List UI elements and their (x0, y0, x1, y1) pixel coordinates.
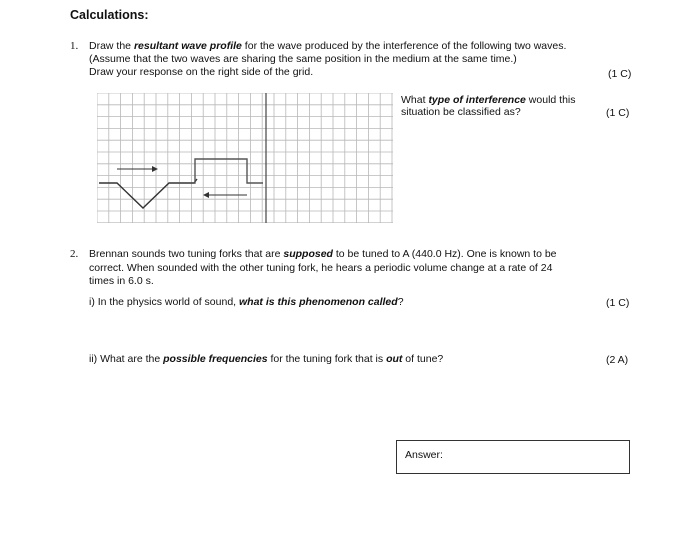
arrow-left-head (203, 192, 209, 198)
question-2-part-ii: ii) What are the possible frequencies for the tuning fork that is out of tune? (89, 353, 444, 365)
question-2-line-2: correct. When sounded with the other tuning fork, he hears a periodic volume change at a rate of 24 (89, 262, 553, 274)
calculations-heading: Calculations: (70, 8, 149, 22)
interference-question-line-2: situation be classified as? (401, 106, 521, 118)
wave-grid[interactable] (97, 93, 393, 223)
answer-box[interactable] (396, 440, 630, 474)
question-1-line-2: (Assume that the two waves are sharing the same position in the medium at the same time.) (89, 53, 517, 65)
question-2-part-i: i) In the physics world of sound, what is this phenomenon called? (89, 296, 404, 308)
question-2-line-3: times in 6.0 s. (89, 275, 154, 287)
question-2-number: 2. (70, 248, 79, 260)
arrow-right-head (152, 166, 158, 172)
answer-label: Answer: (405, 449, 443, 461)
question-1-line-1: Draw the resultant wave profile for the wave produced by the interference of the following two waves. (89, 40, 567, 52)
wave-grid-svg (97, 93, 393, 223)
question-1-line-3: Draw your response on the right side of the grid. (89, 66, 314, 78)
question-2-part-ii-marks: (2 A) (606, 354, 629, 366)
question-1-number: 1. (70, 40, 79, 52)
interference-marks: (1 C) (606, 107, 630, 119)
interference-question-line-1: What type of interference would this (401, 94, 576, 106)
question-2-part-i-marks: (1 C) (606, 297, 630, 309)
question-1-marks: (1 C) (608, 68, 632, 80)
question-2-line-1: Brennan sounds two tuning forks that are supposed to be tuned to A (440.0 Hz). One is known to be (89, 248, 557, 260)
